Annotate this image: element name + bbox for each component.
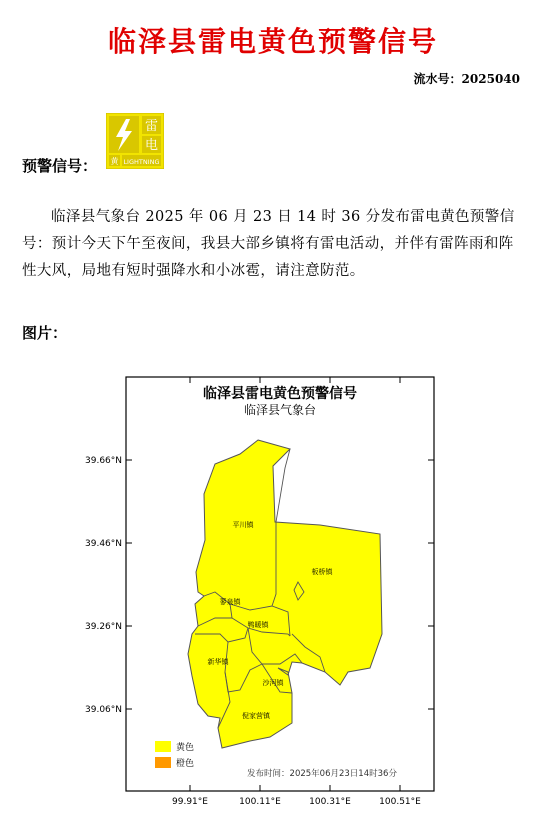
svg-text:黄: 黄 bbox=[110, 157, 119, 166]
town-label: 平川镇 bbox=[232, 521, 254, 529]
legend-swatch-orange bbox=[155, 757, 171, 768]
lat-label: 39.26°N bbox=[85, 622, 122, 632]
town-label: 新华镇 bbox=[207, 658, 229, 666]
town-label: 沙河镇 bbox=[262, 679, 284, 687]
svg-text:电: 电 bbox=[144, 138, 159, 153]
lat-label: 39.46°N bbox=[85, 539, 122, 549]
svg-text:LIGHTNING: LIGHTNING bbox=[123, 158, 160, 166]
lon-label: 100.11°E bbox=[239, 797, 281, 807]
lon-label: 100.51°E bbox=[379, 797, 421, 807]
town-label: 倪家营镇 bbox=[242, 712, 270, 720]
lat-label: 39.06°N bbox=[85, 705, 122, 715]
lon-label: 99.91°E bbox=[172, 797, 208, 807]
legend-label: 橙色 bbox=[176, 759, 195, 769]
warning-map bbox=[80, 372, 460, 812]
town-label: 板桥镇 bbox=[311, 568, 333, 576]
lat-label: 39.66°N bbox=[85, 456, 122, 466]
warning-body-text: 临泽县气象台 2025 年 06 月 23 日 14 时 36 分发布雷电黄色预警信号：预计今天下午至夜间，我县大部乡镇将有雷电活动，并伴有雷阵雨和阵性大风，局地有短时强降水和小冰雹，请注意防范。 bbox=[22, 209, 515, 279]
release-time: 发布时间：2025年06月23日14时36分 bbox=[247, 769, 397, 779]
map-subtitle: 临泽县气象台 bbox=[243, 403, 317, 417]
picture-label: 图片： bbox=[22, 324, 68, 342]
legend-label: 黄色 bbox=[176, 743, 195, 753]
town-label: 蓼泉镇 bbox=[219, 598, 241, 606]
serial-number: 流水号：2025040 bbox=[413, 72, 520, 86]
signal-label: 预警信号： bbox=[22, 157, 98, 175]
town-label: 鸭暖镇 bbox=[247, 621, 269, 629]
map-title: 临泽县雷电黄色预警信号 bbox=[203, 386, 357, 402]
svg-text:雷: 雷 bbox=[144, 119, 159, 134]
lightning-yellow-warning-icon bbox=[106, 113, 164, 169]
lon-label: 100.31°E bbox=[309, 797, 351, 807]
page-title: 临泽县雷电黄色预警信号 bbox=[107, 25, 438, 58]
legend-swatch-yellow bbox=[155, 741, 171, 752]
